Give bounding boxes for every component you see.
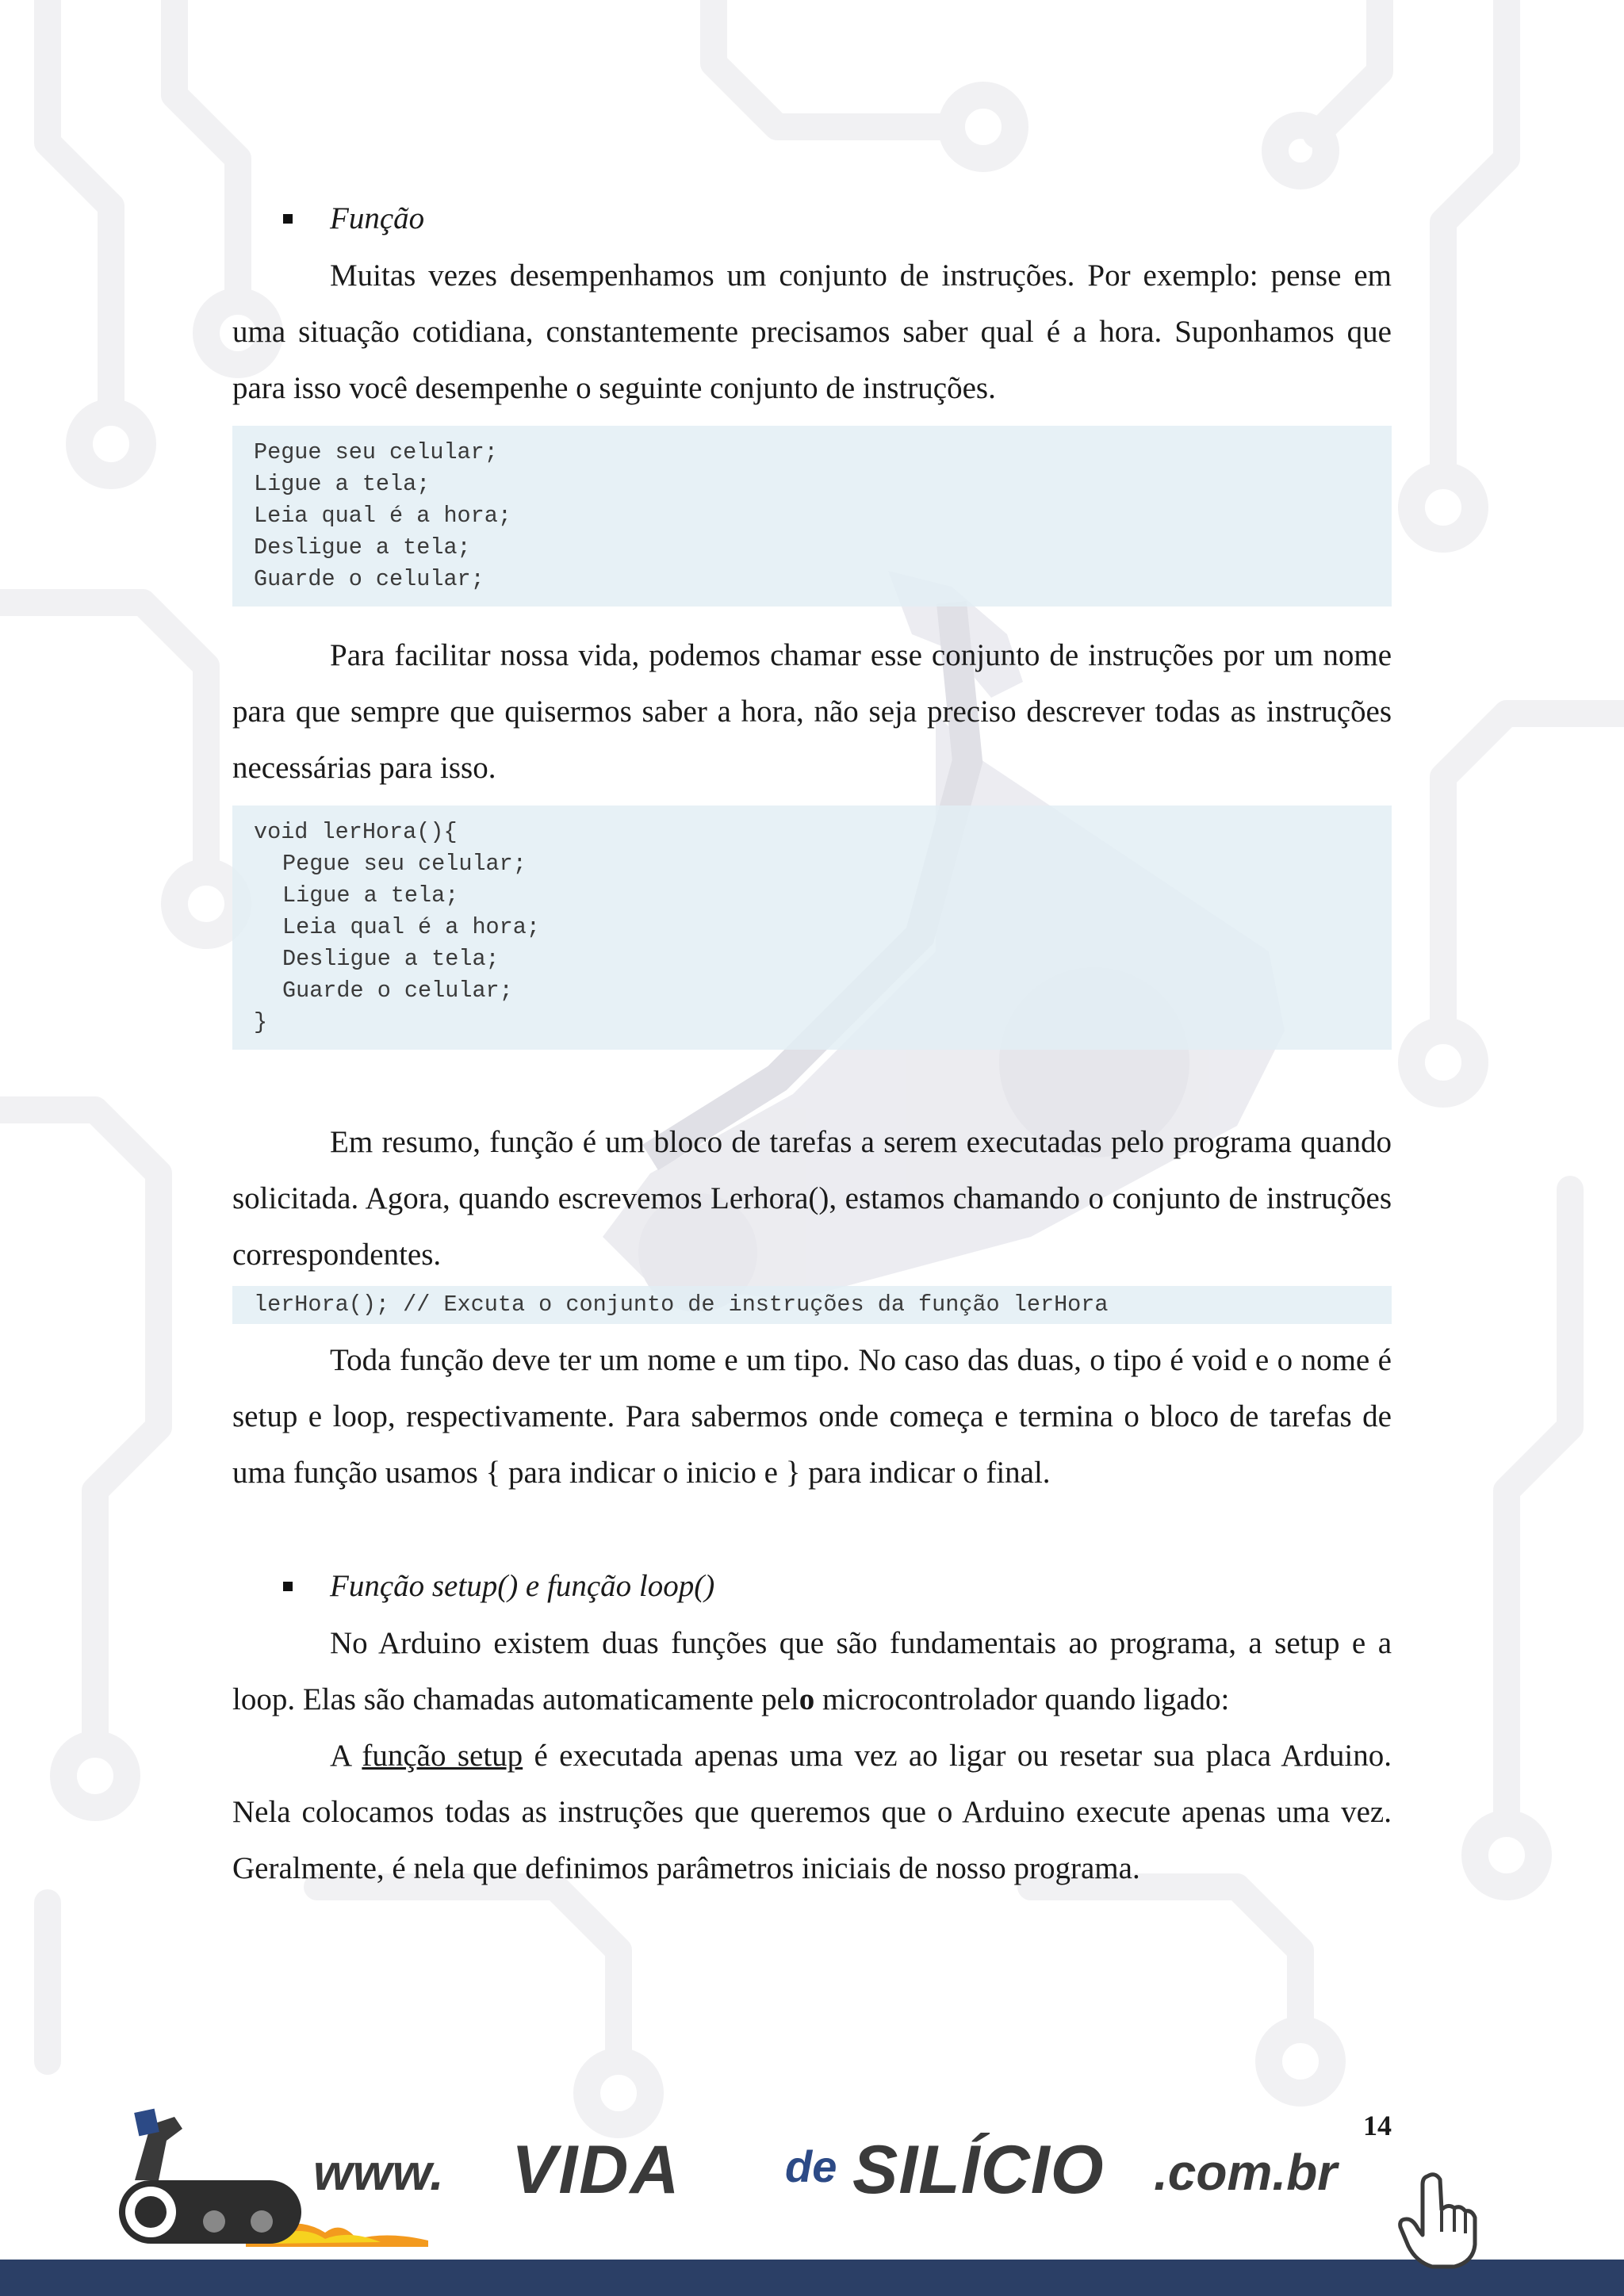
code-line: }: [254, 1009, 268, 1035]
section-heading-setup-loop: Função setup() e função loop(): [232, 1558, 1392, 1615]
brand-tld: .com.br: [1154, 2144, 1338, 2201]
brand-silicio: SILÍCIO: [852, 2133, 1105, 2204]
text-run: A: [330, 1739, 362, 1773]
paragraph-funcao-type: Toda função deve ter um nome e um tipo. No caso das duas, o tipo é void e o nome é setup e loop, respectivamente. Para sabermos onde começa e termina o bloco de tarefas de uma função usamos { para indicar o inicio e } para indicar o final.: [232, 1343, 1392, 1490]
code-line: Ligue a tela;: [282, 882, 459, 909]
code-line: Pegue seu celular;: [254, 439, 498, 465]
brand-de: de: [785, 2141, 837, 2191]
code-line: Desligue a tela;: [282, 946, 500, 972]
paragraph-setup-description: [232, 1728, 1392, 1896]
document-page-content: [232, 190, 1392, 1896]
pointer-hand-icon: [1396, 2168, 1483, 2271]
code-line: Guarde o celular;: [282, 978, 513, 1004]
spacer: [232, 1501, 1392, 1558]
paragraph-funcao-intro: Muitas vezes desempenhamos um conjunto de instruções. Por exemplo: pense em uma situação cotidiana, constantemente precisamos saber qual é a hora. Suponhamos que para isso você desempenhe o seguinte conjunto de instruções.: [232, 258, 1392, 405]
code-line: lerHora(); // Excuta o conjunto de instruções da função lerHora: [254, 1292, 1109, 1318]
code-line: void lerHora(){: [254, 819, 458, 845]
brand-vida: VIDA: [511, 2133, 681, 2204]
funcao-setup-link[interactable]: função setup: [362, 1739, 523, 1773]
code-line: Pegue seu celular;: [282, 851, 527, 877]
footer-brand-logo: [313, 2133, 1392, 2204]
paragraph-funcao-name: Para facilitar nossa vida, podemos chamar esse conjunto de instruções por um nome para que sempre que quisermos saber a hora, não seja preciso descrever todas as instruções necessárias para isso.: [232, 638, 1392, 785]
brand-www: www.: [313, 2144, 444, 2201]
footer-bar: [0, 2260, 1624, 2296]
section-heading-funcao: Função: [232, 190, 1392, 247]
text-run-bold: o: [799, 1682, 815, 1716]
paragraph-funcao-summary: Em resumo, função é um bloco de tarefas a serem executadas pelo programa quando solicitada. Agora, quando escrevemos Lerhora(), estamos chamando o conjunto de instruções correspondentes.: [232, 1125, 1392, 1272]
code-block-instructions: [232, 426, 1392, 607]
page-number: 14: [1363, 2110, 1392, 2141]
paragraph-setup-loop-intro: [232, 1615, 1392, 1728]
spacer: [232, 1070, 1392, 1114]
code-block-lerhora-call: [232, 1286, 1392, 1324]
text-run: No Arduino existem duas funções que são fundamentais ao programa, a setup e a loop. Elas são chamadas automaticamente pel: [232, 1626, 1392, 1716]
code-line: Ligue a tela;: [254, 471, 431, 497]
code-line: Guarde o celular;: [254, 566, 485, 592]
code-block-lerhora-definition: [232, 806, 1392, 1050]
code-line: Desligue a tela;: [254, 534, 471, 561]
code-line: Leia qual é a hora;: [254, 503, 511, 529]
text-run: microcontrolador quando ligado:: [814, 1682, 1230, 1716]
code-line: Leia qual é a hora;: [282, 914, 540, 940]
text-run: é executada apenas uma vez ao ligar ou resetar sua placa Arduino. Nela colocamos todas as instruções que queremos que o Arduino execute apenas uma vez. Geralmente, é nela que definimos parâmetros iniciais de nosso programa.: [232, 1739, 1392, 1885]
